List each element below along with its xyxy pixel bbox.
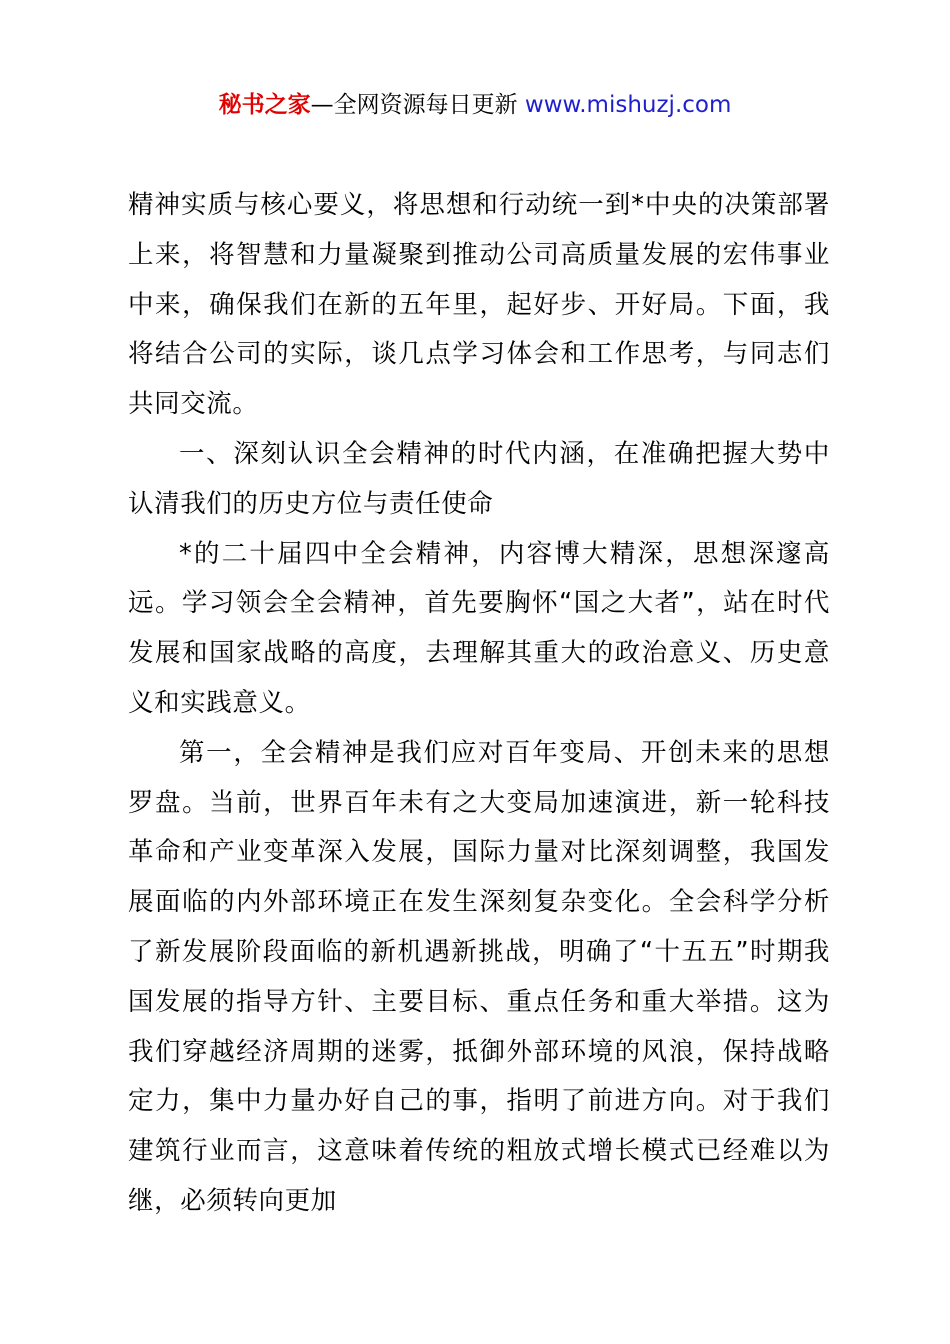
brand-name[interactable]: 秘书之家 bbox=[218, 92, 311, 118]
paragraph-section-1-intro: *的二十届四中全会精神，内容博大精深，思想深邃高远。学习领会全会精神，首先要胸怀“国之大者”，站在时代发展和国家战略的高度，去理解其重大的政治意义、历史意义和实践意义。 bbox=[128, 538, 830, 718]
header-tagline: —全网资源每日更新 bbox=[310, 92, 525, 118]
document-body bbox=[128, 181, 830, 1227]
paragraph-point-1: 第一，全会精神是我们应对百年变局、开创未来的思想罗盘。当前，世界百年未有之大变局加速演进，新一轮科技革命和产业变革深入发展，国际力量对比深刻调整，我国发展面临的内外部环境正在发生深刻复杂变化。全会科学分析了新发展阶段面临的新机遇新挑战，明确了“十五五”时期我国发展的指导方针、主要目标、重点任务和重大举措。这为我们穿越经济周期的迷雾，抵御外部环境的风浪，保持战略定力，集中力量办好自己的事，指明了前进方向。对于我们建筑行业而言，这意味着传统的粗放式增长模式已经难以为继，必须转向更加 bbox=[128, 737, 830, 1216]
site-url-link[interactable]: www.mishuzj.com bbox=[524, 92, 732, 118]
paragraph-intro-continued: 精神实质与核心要义，将思想和行动统一到*中央的决策部署上来，将智慧和力量凝聚到推动公司高质量发展的宏伟事业中来，确保我们在新的五年里，起好步、开好局。下面，我将结合公司的实际，谈几点学习体会和工作思考，与同志们共同交流。 bbox=[128, 190, 830, 420]
section-heading-1: 一、深刻认识全会精神的时代内涵，在准确把握大势中认清我们的历史方位与责任使命 bbox=[128, 438, 830, 519]
page-header bbox=[0, 88, 950, 122]
